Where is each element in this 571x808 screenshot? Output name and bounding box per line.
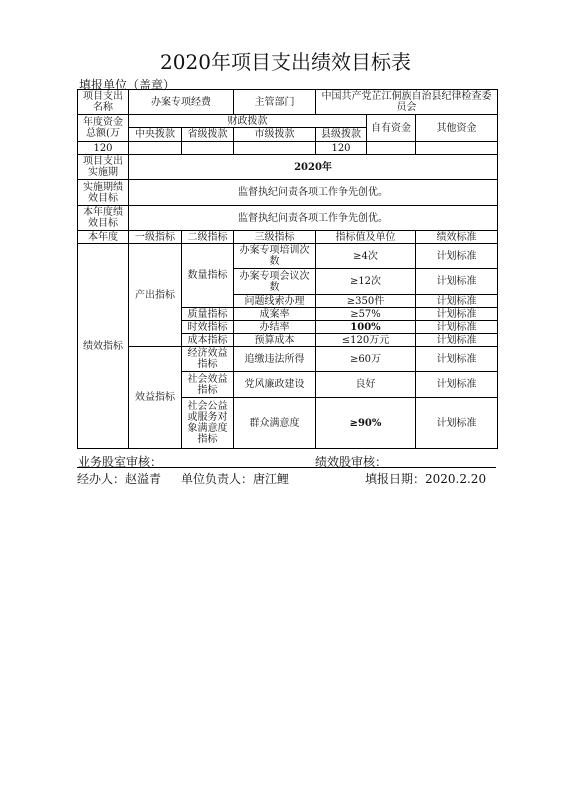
value-cell: 100% — [316, 321, 416, 334]
standard-cell: 计划标准 — [416, 347, 498, 372]
output-indicator-label: 产出指标 — [129, 244, 182, 347]
col-year: 本年度 — [78, 231, 129, 244]
total-value: 120 — [78, 142, 129, 155]
value-cell: ≥12次 — [316, 269, 416, 295]
city-value — [234, 142, 316, 155]
value-cell: ≥60万 — [316, 347, 416, 372]
indicator-header-row — [78, 231, 498, 244]
page-title: 2020年项目支出绩效目标表 — [160, 50, 411, 74]
indicator-group-label: 绩效指标 — [78, 244, 129, 449]
value-cell: ≥90% — [316, 398, 416, 449]
standard-cell: 计划标准 — [416, 398, 498, 449]
public-indicator-label: 社会公益或服务对象满意度指标 — [182, 398, 234, 449]
county-value: 120 — [316, 142, 367, 155]
l3-cell: 成案率 — [234, 308, 316, 321]
goal-year-label: 本年度绩效目标 — [78, 206, 129, 231]
goal-period-value: 监督执纪问责各项工作争先创优。 — [129, 180, 498, 206]
unit-head-label: 单位负责人：唐江鲤 — [181, 472, 290, 486]
col-standard: 绩效标准 — [416, 231, 498, 244]
province-value — [182, 142, 234, 155]
period-row — [78, 155, 498, 180]
project-name-row — [78, 90, 498, 115]
standard-cell: 计划标准 — [416, 308, 498, 321]
fill-date-label: 填报日期：2020.2.20 — [365, 472, 487, 486]
other-value — [416, 142, 498, 155]
funds-total-label: 年度资金总额(万 — [78, 115, 129, 142]
review-line — [77, 453, 496, 468]
project-name-label: 项目支出名称 — [78, 90, 129, 115]
col-l3: 三级指标 — [234, 231, 316, 244]
dept-value: 中国共产党芷江侗族自治县纪律检查委员会 — [316, 90, 498, 115]
funds-header-row — [78, 115, 498, 128]
indicator-row — [78, 347, 498, 372]
social-indicator-label: 社会效益指标 — [182, 372, 234, 398]
province-label: 省级拨款 — [182, 128, 234, 142]
period-label: 项目支出实施期 — [78, 155, 129, 180]
standard-cell: 计划标准 — [416, 269, 498, 295]
business-review-label: 业务股室审核： — [78, 455, 163, 469]
l3-cell: 群众满意度 — [234, 398, 316, 449]
city-label: 市级拨款 — [234, 128, 316, 142]
central-label: 中央拨款 — [129, 128, 182, 142]
goal-period-row — [78, 180, 498, 206]
other-funds-label: 其他资金 — [416, 115, 498, 142]
project-name-value: 办案专项经费 — [129, 90, 234, 115]
value-cell: 良好 — [316, 372, 416, 398]
l3-cell: 追缴违法所得 — [234, 347, 316, 372]
goal-year-value: 监督执纪问责各项工作争先创优。 — [129, 206, 498, 231]
goal-year-row — [78, 206, 498, 231]
quality-indicator-label: 质量指标 — [182, 308, 234, 321]
dept-label: 主管部门 — [234, 90, 316, 115]
county-label: 县级拨款 — [316, 128, 367, 142]
col-l2: 二级指标 — [182, 231, 234, 244]
performance-review-label: 绩效股审核： — [315, 455, 388, 469]
l3-cell: 预算成本 — [234, 334, 316, 347]
standard-cell: 计划标准 — [416, 321, 498, 334]
central-value — [129, 142, 182, 155]
indicator-row — [78, 244, 498, 269]
finance-label: 财政拨款 — [129, 115, 367, 128]
l3-cell: 党风廉政建设 — [234, 372, 316, 398]
l3-cell: 办案专项会议次数 — [234, 269, 316, 295]
standard-cell: 计划标准 — [416, 244, 498, 269]
self-value — [367, 142, 416, 155]
self-funds-label: 自有资金 — [367, 115, 416, 142]
goal-period-label: 实施期绩效目标 — [78, 180, 129, 206]
period-value: 2020年 — [129, 155, 498, 180]
standard-cell: 计划标准 — [416, 334, 498, 347]
value-cell: ≥4次 — [316, 244, 416, 269]
standard-cell: 计划标准 — [416, 295, 498, 308]
benefit-indicator-label: 效益指标 — [129, 347, 182, 449]
cost-indicator-label: 成本指标 — [182, 334, 234, 347]
standard-cell: 计划标准 — [416, 372, 498, 398]
time-indicator-label: 时效指标 — [182, 321, 234, 334]
value-cell: ≥57% — [316, 308, 416, 321]
quantity-indicator-label: 数量指标 — [182, 244, 234, 308]
performance-table — [77, 89, 498, 449]
value-cell: ≥350件 — [316, 295, 416, 308]
filling-unit-label: 填报单位（盖章） — [79, 78, 176, 92]
economic-indicator-label: 经济效益指标 — [182, 347, 234, 372]
col-value: 指标值及单位 — [316, 231, 416, 244]
value-cell: ≤120万元 — [316, 334, 416, 347]
l3-cell: 办结率 — [234, 321, 316, 334]
col-l1: 一级指标 — [129, 231, 182, 244]
l3-cell: 办案专项培训次数 — [234, 244, 316, 269]
handler-label: 经办人：赵溢青 — [77, 472, 162, 486]
funds-values-row — [78, 142, 498, 155]
l3-cell: 问题线索办理 — [234, 295, 316, 308]
